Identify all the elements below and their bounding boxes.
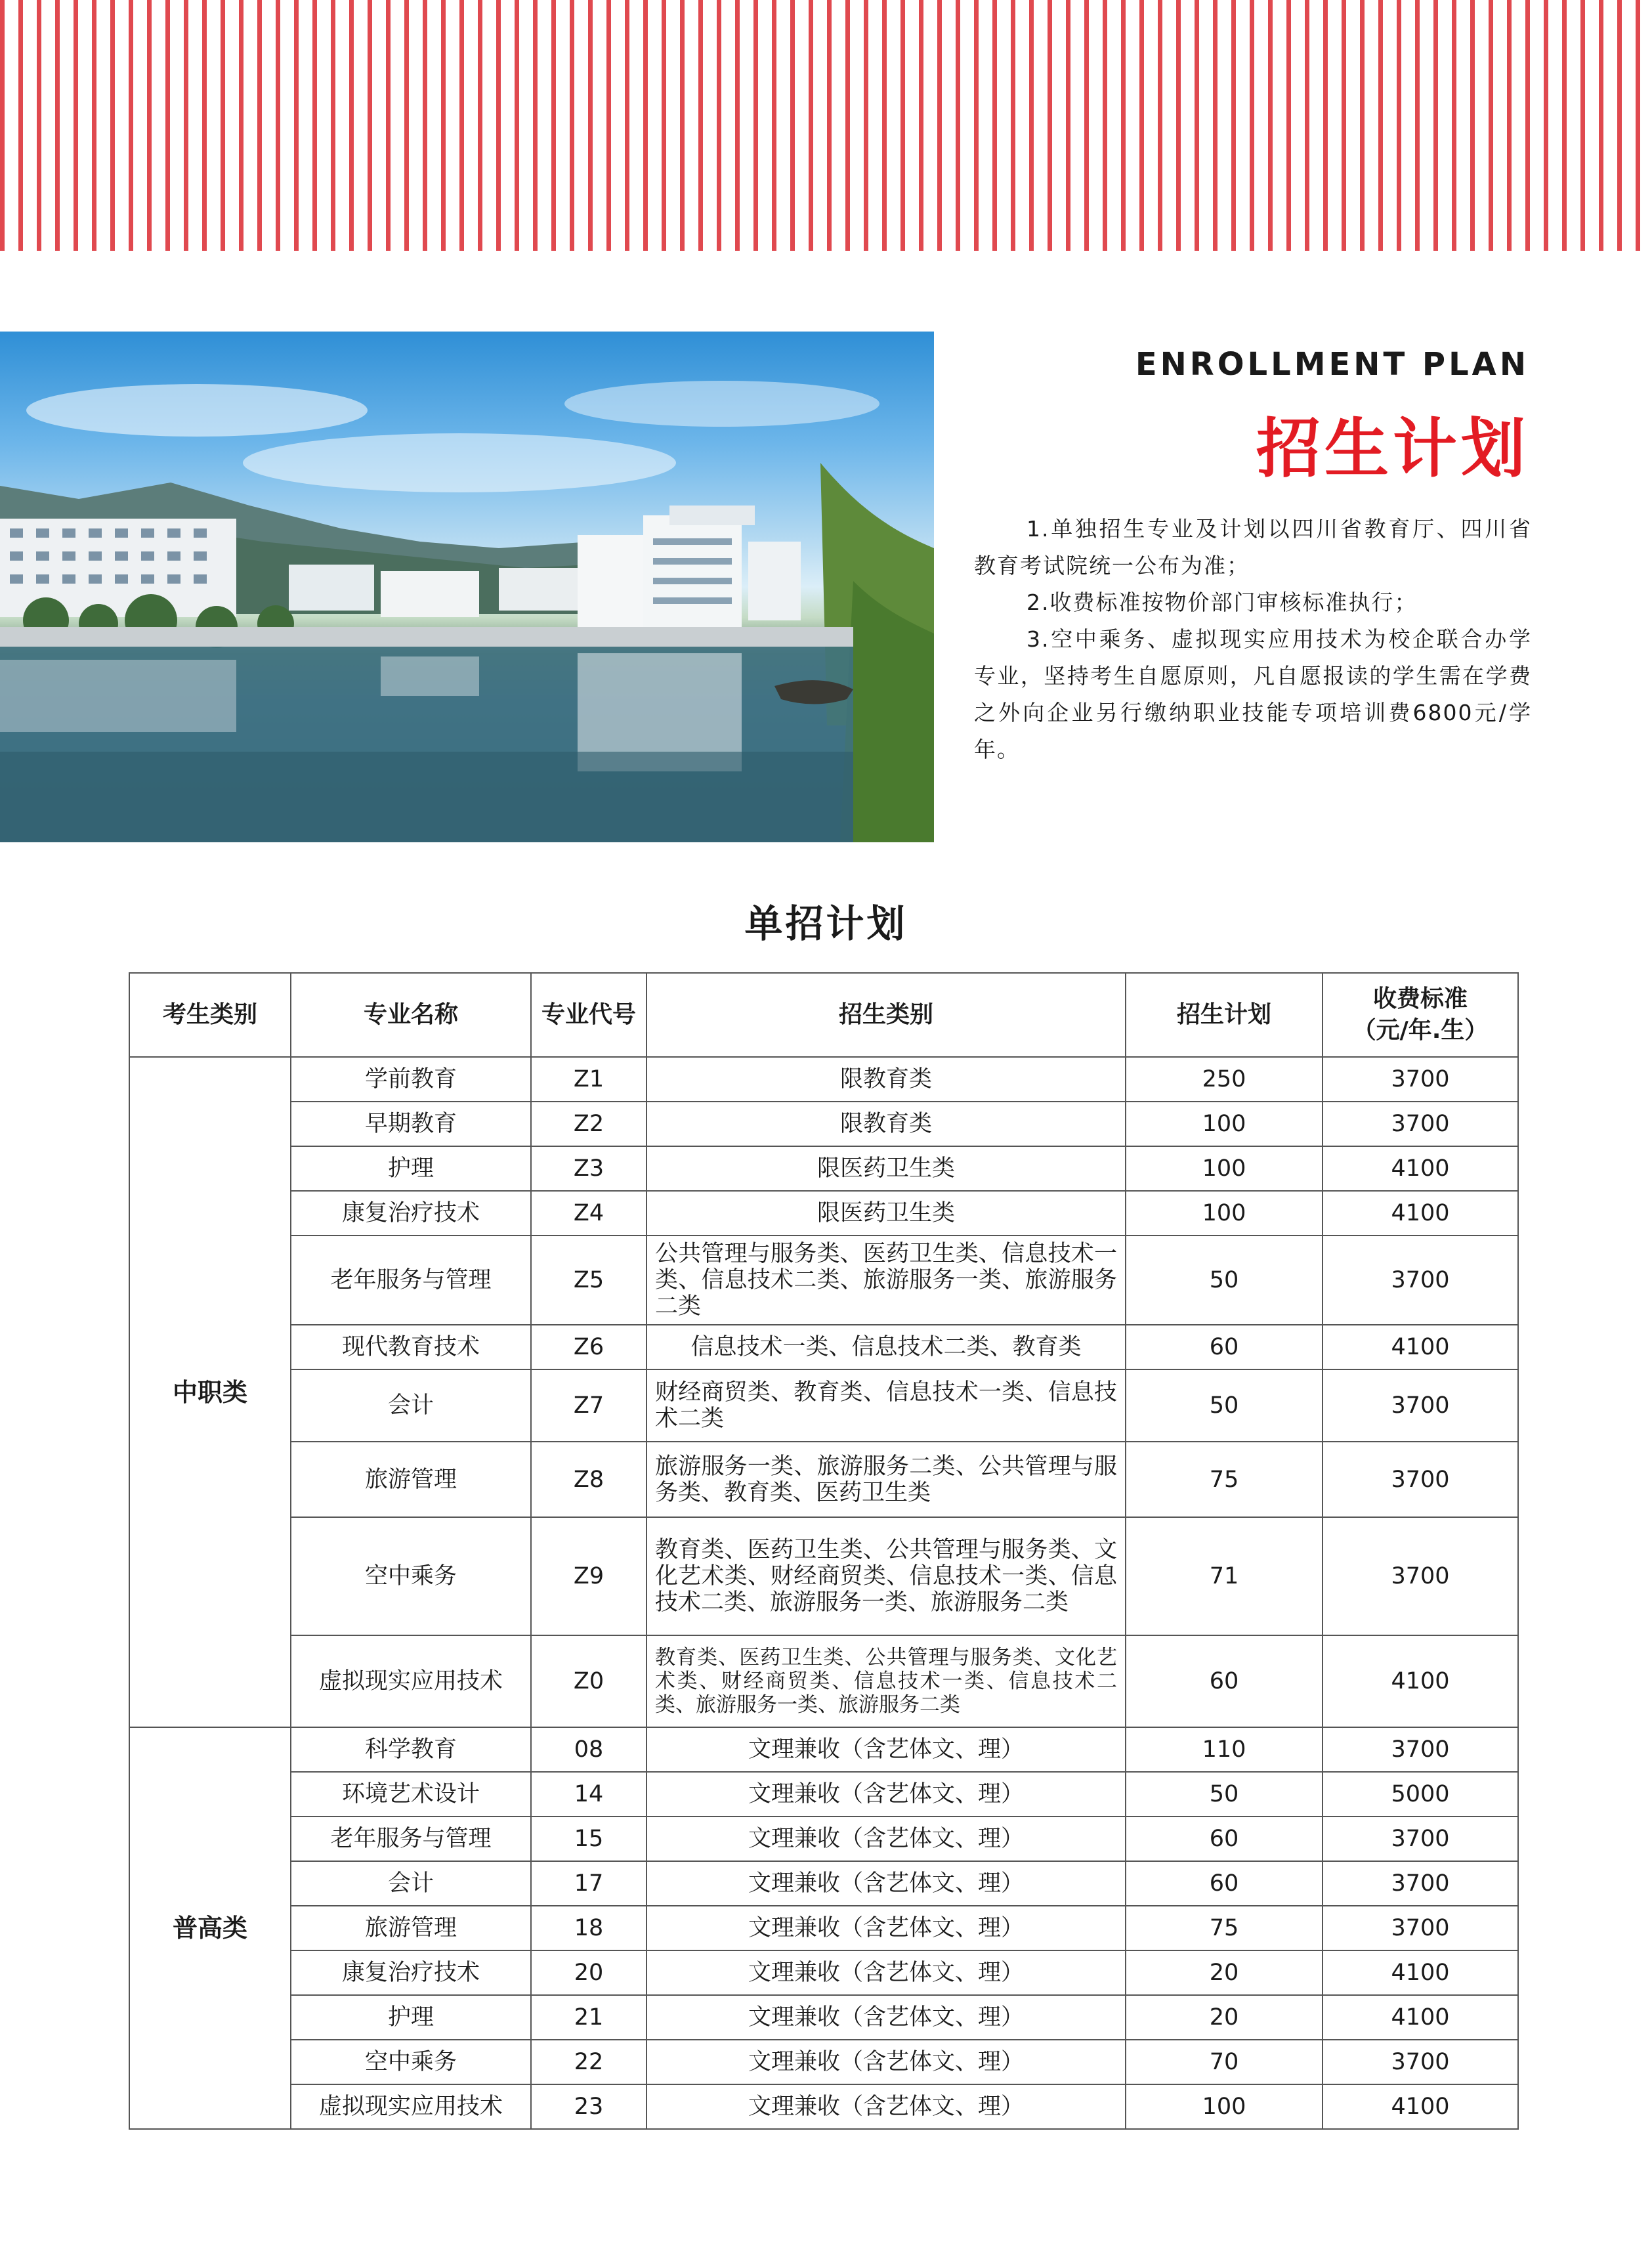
- table-row: [129, 1325, 1518, 1369]
- type-cell: 教育类、医药卫生类、公共管理与服务类、文化艺术类、财经商贸类、信息技术一类、信息技术二类、旅游服务一类、旅游服务二类: [646, 1517, 1126, 1635]
- fee-cell: 3700: [1323, 1236, 1518, 1325]
- table-row: [129, 1635, 1518, 1727]
- table-row: [129, 1861, 1518, 1906]
- code-cell: Z3: [531, 1146, 646, 1191]
- fee-cell: 3700: [1323, 1442, 1518, 1517]
- type-cell: 限医药卫生类: [646, 1146, 1126, 1191]
- header-code: 专业代号: [531, 973, 646, 1057]
- type-cell: 文理兼收（含艺体文、理）: [646, 1772, 1126, 1817]
- table-row: [129, 1817, 1518, 1861]
- major-cell: 会计: [291, 1861, 531, 1906]
- plan-cell: 70: [1126, 2040, 1323, 2084]
- table-row: [129, 1950, 1518, 1995]
- campus-photo-illustration: [0, 332, 934, 842]
- code-cell: 18: [531, 1906, 646, 1950]
- fee-cell: 4100: [1323, 1950, 1518, 1995]
- code-cell: Z6: [531, 1325, 646, 1369]
- header-fee: [1323, 973, 1518, 1057]
- category-cell: 中职类: [129, 1057, 291, 1727]
- major-cell: 老年服务与管理: [291, 1817, 531, 1861]
- fee-cell: 3700: [1323, 1369, 1518, 1442]
- type-cell: 限医药卫生类: [646, 1191, 1126, 1236]
- type-cell: 文理兼收（含艺体文、理）: [646, 2084, 1126, 2129]
- fee-cell: 4100: [1323, 1635, 1518, 1727]
- type-cell: 公共管理与服务类、医药卫生类、信息技术一类、信息技术二类、旅游服务一类、旅游服务二类: [646, 1236, 1126, 1325]
- code-cell: 21: [531, 1995, 646, 2040]
- table-title: 单招计划: [744, 901, 908, 946]
- fee-cell: 4100: [1323, 1995, 1518, 2040]
- plan-cell: 50: [1126, 1772, 1323, 1817]
- plan-cell: 20: [1126, 1995, 1323, 2040]
- table-row: [129, 1517, 1518, 1635]
- type-cell: 财经商贸类、教育类、信息技术一类、信息技术二类: [646, 1369, 1126, 1442]
- plan-cell: 75: [1126, 1442, 1323, 1517]
- type-cell: 文理兼收（含艺体文、理）: [646, 1861, 1126, 1906]
- table-row: [129, 1906, 1518, 1950]
- header-category: 考生类别: [129, 973, 291, 1057]
- table-row: [129, 1102, 1518, 1146]
- plan-cell: 100: [1126, 1102, 1323, 1146]
- table-row: [129, 1995, 1518, 2040]
- major-cell: 旅游管理: [291, 1442, 531, 1517]
- fee-cell: 5000: [1323, 1772, 1518, 1817]
- header-type: 招生类别: [646, 973, 1126, 1057]
- fee-cell: 3700: [1323, 1906, 1518, 1950]
- plan-cell: 100: [1126, 2084, 1323, 2129]
- table-row: [129, 1369, 1518, 1442]
- header-fee-line2: （元/年.生）: [1352, 1017, 1489, 1044]
- table-row: [129, 1191, 1518, 1236]
- type-cell: 限教育类: [646, 1102, 1126, 1146]
- enrollment-table: [129, 972, 1519, 2130]
- code-cell: Z8: [531, 1442, 646, 1517]
- type-cell: 旅游服务一类、旅游服务二类、公共管理与服务类、教育类、医药卫生类: [646, 1442, 1126, 1517]
- plan-cell: 71: [1126, 1517, 1323, 1635]
- table-row: [129, 1236, 1518, 1325]
- code-cell: Z0: [531, 1635, 646, 1727]
- major-cell: 护理: [291, 1146, 531, 1191]
- header-plan: 招生计划: [1126, 973, 1323, 1057]
- plan-cell: 50: [1126, 1236, 1323, 1325]
- code-cell: Z9: [531, 1517, 646, 1635]
- fee-cell: 3700: [1323, 1102, 1518, 1146]
- plan-cell: 60: [1126, 1861, 1323, 1906]
- major-cell: 旅游管理: [291, 1906, 531, 1950]
- note-2: 2.收费标准按物价部门审核标准执行；: [1027, 590, 1418, 615]
- major-cell: 虚拟现实应用技术: [291, 2084, 531, 2129]
- type-cell: 文理兼收（含艺体文、理）: [646, 1950, 1126, 1995]
- note-3: 3.空中乘务、虚拟现实应用技术为校企联合办学专业，坚持考生自愿原则，凡自愿报读的学生需在学费之外向企业另行缴纳职业技能专项培训费6800元/学年。: [974, 626, 1532, 762]
- code-cell: 23: [531, 2084, 646, 2129]
- major-cell: 会计: [291, 1369, 531, 1442]
- notes-block: [974, 511, 1532, 768]
- fee-cell: 3700: [1323, 1727, 1518, 1772]
- plan-cell: 60: [1126, 1635, 1323, 1727]
- table-header-row: [129, 973, 1518, 1057]
- major-cell: 老年服务与管理: [291, 1236, 531, 1325]
- type-cell: 文理兼收（含艺体文、理）: [646, 2040, 1126, 2084]
- note-1: 1.单独招生专业及计划以四川省教育厅、四川省教育考试院统一公布为准；: [974, 516, 1532, 578]
- fee-cell: 4100: [1323, 1325, 1518, 1369]
- plan-cell: 100: [1126, 1146, 1323, 1191]
- type-cell: 信息技术一类、信息技术二类、教育类: [646, 1325, 1126, 1369]
- code-cell: Z7: [531, 1369, 646, 1442]
- fee-cell: 4100: [1323, 1146, 1518, 1191]
- code-cell: 08: [531, 1727, 646, 1772]
- type-cell: 文理兼收（含艺体文、理）: [646, 1906, 1126, 1950]
- code-cell: 20: [531, 1950, 646, 1995]
- plan-cell: 50: [1126, 1369, 1323, 1442]
- enrollment-plan-english-title: ENROLLMENT PLAN: [1135, 346, 1529, 383]
- table-row: [129, 1442, 1518, 1517]
- plan-cell: 100: [1126, 1191, 1323, 1236]
- table-row: [129, 2040, 1518, 2084]
- plan-cell: 250: [1126, 1057, 1323, 1102]
- table-row: [129, 1772, 1518, 1817]
- category-cell: 普高类: [129, 1727, 291, 2129]
- major-cell: 护理: [291, 1995, 531, 2040]
- type-cell: 文理兼收（含艺体文、理）: [646, 1995, 1126, 2040]
- plan-cell: 60: [1126, 1817, 1323, 1861]
- table-row: [129, 1146, 1518, 1191]
- plan-cell: 20: [1126, 1950, 1323, 1995]
- major-cell: 空中乘务: [291, 2040, 531, 2084]
- fee-cell: 4100: [1323, 1191, 1518, 1236]
- fee-cell: 4100: [1323, 2084, 1518, 2129]
- code-cell: Z4: [531, 1191, 646, 1236]
- code-cell: 14: [531, 1772, 646, 1817]
- code-cell: 15: [531, 1817, 646, 1861]
- table-row: [129, 2084, 1518, 2129]
- type-cell: 教育类、医药卫生类、公共管理与服务类、文化艺术类、财经商贸类、信息技术一类、信息技术二类、旅游服务一类、旅游服务二类: [646, 1635, 1126, 1727]
- type-cell: 文理兼收（含艺体文、理）: [646, 1727, 1126, 1772]
- major-cell: 现代教育技术: [291, 1325, 531, 1369]
- code-cell: 22: [531, 2040, 646, 2084]
- major-cell: 早期教育: [291, 1102, 531, 1146]
- type-cell: 限教育类: [646, 1057, 1126, 1102]
- fee-cell: 3700: [1323, 1817, 1518, 1861]
- fee-cell: 3700: [1323, 2040, 1518, 2084]
- code-cell: 17: [531, 1861, 646, 1906]
- decorative-stripe-banner: [0, 0, 1652, 251]
- header-fee-line1: 收费标准: [1372, 985, 1468, 1012]
- table-row: [129, 1057, 1518, 1102]
- major-cell: 学前教育: [291, 1057, 531, 1102]
- major-cell: 康复治疗技术: [291, 1950, 531, 1995]
- plan-cell: 60: [1126, 1325, 1323, 1369]
- type-cell: 文理兼收（含艺体文、理）: [646, 1817, 1126, 1861]
- header-major: 专业名称: [291, 973, 531, 1057]
- table-row: [129, 1727, 1518, 1772]
- major-cell: 科学教育: [291, 1727, 531, 1772]
- enrollment-plan-title: 招生计划: [1256, 412, 1529, 486]
- plan-cell: 110: [1126, 1727, 1323, 1772]
- major-cell: 虚拟现实应用技术: [291, 1635, 531, 1727]
- fee-cell: 3700: [1323, 1517, 1518, 1635]
- code-cell: Z1: [531, 1057, 646, 1102]
- fee-cell: 3700: [1323, 1861, 1518, 1906]
- major-cell: 空中乘务: [291, 1517, 531, 1635]
- code-cell: Z5: [531, 1236, 646, 1325]
- code-cell: Z2: [531, 1102, 646, 1146]
- plan-cell: 75: [1126, 1906, 1323, 1950]
- fee-cell: 3700: [1323, 1057, 1518, 1102]
- major-cell: 环境艺术设计: [291, 1772, 531, 1817]
- campus-photo: [0, 332, 934, 842]
- major-cell: 康复治疗技术: [291, 1191, 531, 1236]
